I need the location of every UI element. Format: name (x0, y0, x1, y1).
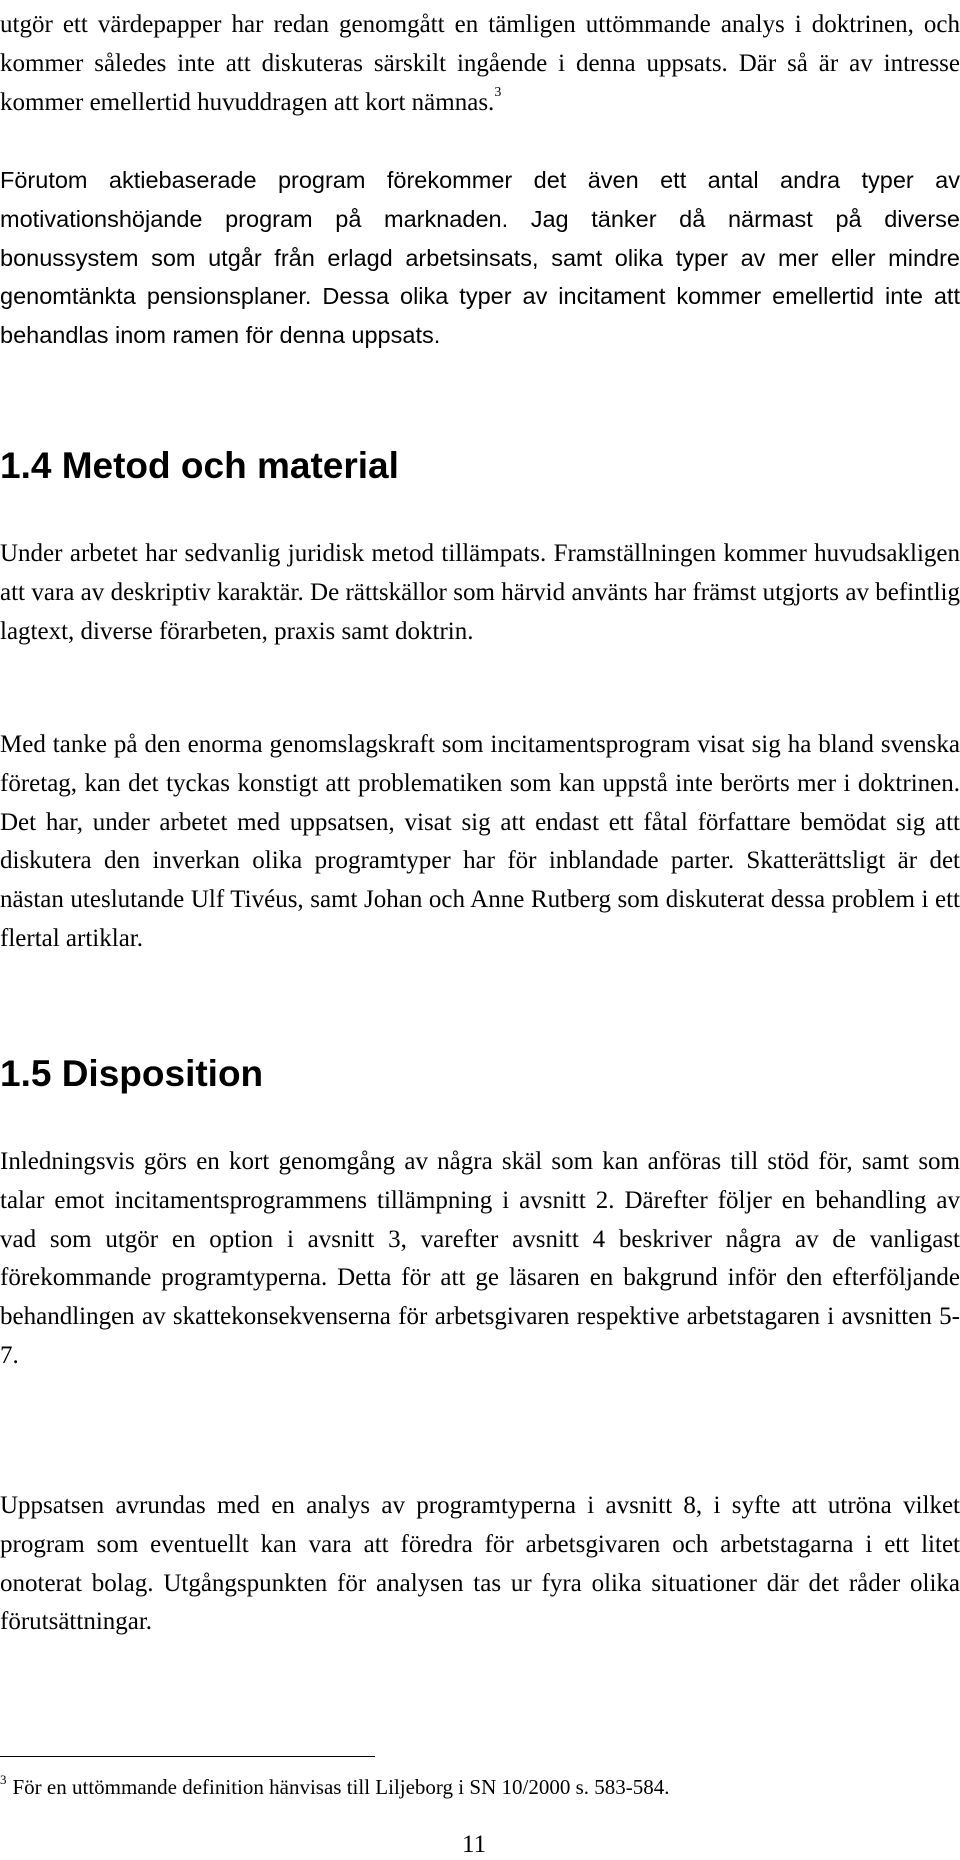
footnote (0, 1774, 669, 1800)
page-number: 11 (462, 1831, 487, 1858)
paragraph-disposition: Inledningsvis görs en kort genomgång av några skäl som kan anföras till stöd för, samt som talar emot incitamentsprogrammens tillämpning i avsnitt 2. Därefter följer en behandling av vad som utgör en option i avsnitt 3, varefter avsnitt 4 beskriver några av de vanligast förekommande programtyperna. Detta för att ge läsaren en bakgrund inför den efterföljande behandlingen av skattekonsekvenserna för arbetsgivaren respektive arbetstagaren i avsnitten 5-7. (0, 1148, 960, 1369)
paragraph-intro-continued (0, 6, 960, 122)
paragraph-text-sans: Förutom aktiebaserade program förekommer det även ett antal andra typer av motivationshöjande program på marknaden. (0, 167, 960, 232)
footnote-text: För en uttömmande definition hänvisas till Liljeborg i SN 10/2000 s. 583-584. (12, 1775, 670, 1799)
paragraph-doctrine: Med tanke på den enorma genomslagskraft som incitamentsprogram visat sig ha bland svenska företag, kan det tyckas konstigt att problematiken som kan uppstå inte berörts mer i doktrinen. Det har, under arbetet med uppsatsen, visat sig att endast ett fåtal författare bemödat sig att diskutera den inverkan olika programtyper har för inblandade parter. Skatterättsligt är det nästan uteslutande Ulf Tivéus, samt Johan och Anne Rutberg som diskuterat dessa problem i ett flertal artiklar. (0, 731, 960, 952)
paragraph-other-programs (0, 161, 960, 355)
section-heading-disposition: 1.5 Disposition (0, 1053, 264, 1094)
paragraph-text: utgör ett värdepapper har redan genomgått en tämligen uttömmande analys i doktrinen, och kommer således inte att diskuteras särskilt ingående i denna uppsats. Där så är av intresse kommer emellertid huvuddragen att kort nämnas. (0, 11, 960, 116)
footnote-separator (0, 1756, 375, 1757)
section-heading-metod: 1.4 Metod och material (0, 445, 399, 486)
footnote-number: 3 (0, 1772, 7, 1787)
footnote-reference: 3 (494, 84, 502, 100)
paragraph-text-serif: Jag tänker då närmast på diverse bonussystem som utgår från erlagd arbetsinsats, samt olika typer av mer eller mindre genomtänkta pensionsplaner. Dessa olika typer av incitament kommer emellertid inte att behandlas inom ramen för denna uppsats. (0, 205, 960, 349)
paragraph-method: Under arbetet har sedvanlig juridisk metod tillämpats. Framställningen kommer huvudsakligen att vara av deskriptiv karaktär. De rättskällor som härvid använts har främst utgjorts av befintlig lagtext, diverse förarbeten, praxis samt doktrin. (0, 540, 960, 645)
paragraph-conclusion: Uppsatsen avrundas med en analys av programtyperna i avsnitt 8, i syfte att utröna vilket program som eventuellt kan vara att föredra för arbetsgivaren och arbetstagarna i ett litet onoterat bolag. Utgångspunkten för analysen tas ur fyra olika situationer där det råder olika förutsättningar. (0, 1492, 960, 1636)
